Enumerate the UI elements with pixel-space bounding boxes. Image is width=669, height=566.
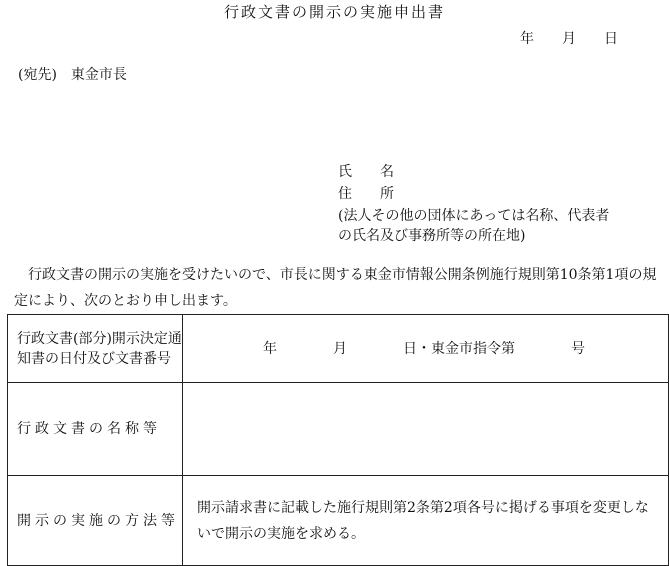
date-month-label: 月: [562, 31, 576, 47]
table-row: [8, 476, 669, 566]
request-form-table: [7, 314, 669, 566]
page-title: 行政文書の開示の実施申出書: [223, 3, 445, 21]
decision-notice-value[interactable]: [183, 315, 669, 383]
notice-month-label: 月: [333, 340, 347, 357]
date-year-label: 年: [520, 31, 534, 47]
request-statement: 行政文書の開示の実施を受けたいので、市長に関する東金市情報公開条例施行規則第10条第1項の規定により、次のとおり申し出ます。: [14, 267, 657, 309]
date-day-label: 日: [604, 31, 618, 47]
notice-directive-label: 日・東金市指令第: [403, 340, 515, 357]
applicant-note-line2: の氏名及び事務所等の所在地): [338, 228, 526, 244]
notice-year-label: 年: [263, 340, 277, 357]
table-row: [8, 315, 669, 383]
disclosure-method-value[interactable]: 開示請求書に記載した施行規則第2条第2項各号に掲げる事項を変更しないで開示の実施を求める。: [183, 476, 669, 566]
table-row: [8, 383, 669, 476]
notice-number-label: 号: [571, 340, 585, 357]
addressee: (宛先) 東金市長: [18, 67, 127, 83]
document-name-value[interactable]: [183, 383, 669, 476]
document-name-label: 行政文書の名称等: [8, 383, 183, 476]
disclosure-method-label: 開示の実施の方法等: [8, 476, 183, 566]
decision-notice-label: 行政文書(部分)開示決定通知書の日付及び文書番号: [8, 315, 183, 383]
applicant-address-label: 住 所: [338, 186, 394, 202]
date-line: [520, 28, 618, 48]
applicant-note-line1: (法人その他の団体にあっては名称、代表者: [338, 208, 610, 224]
applicant-name-label: 氏 名: [338, 164, 394, 180]
